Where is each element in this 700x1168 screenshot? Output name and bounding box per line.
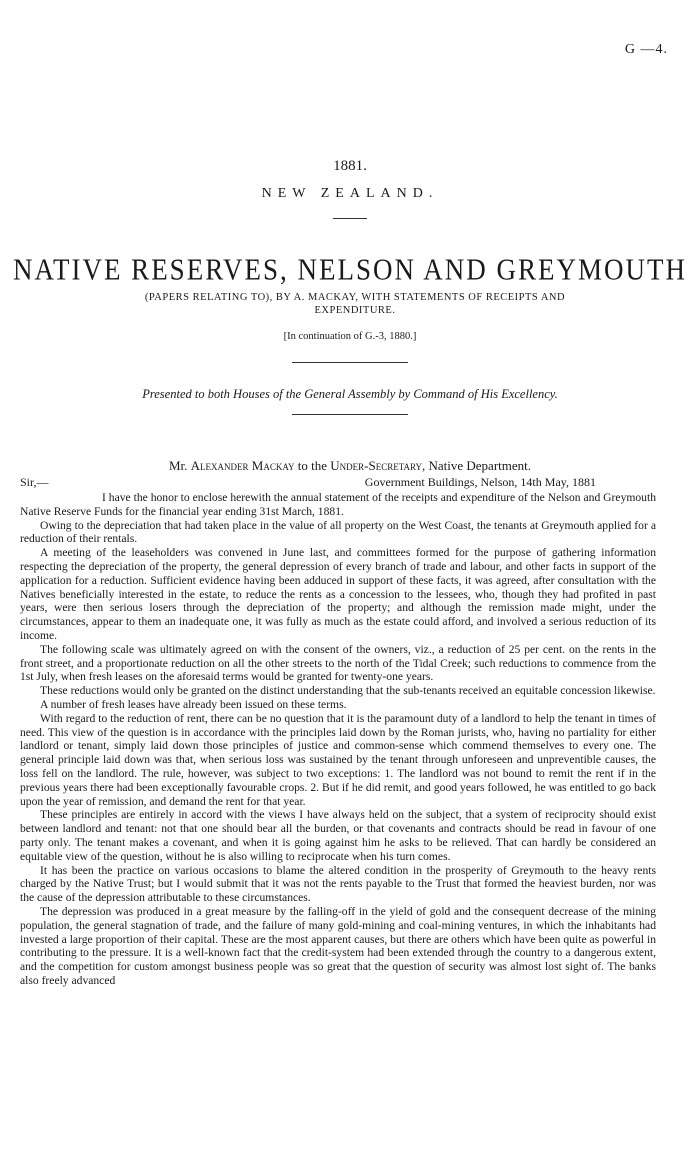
short-divider [333,218,367,219]
paragraph: Owing to the depreciation that had taken place in the value of all property on the West Coast, the tenants at Greymouth applied for a reduction of their rentals. [20,518,656,546]
presented-line: Presented to both Houses of the General Assembly by Command of His Excellency. [142,387,558,401]
continuation-note: [In continuation of G.-3, 1880.] [283,331,417,342]
paragraph: The following scale was ultimately agreed on with the consent of the owners, viz., a reduction of 25 per cent. on the rents in the front street, and a proportionate reduction on all the other streets to the north of the Tidal Creek; such reductions to commence from the 1st July, when fresh leases on the aforesaid terms would be granted for twenty-one years. [20,642,656,684]
paragraph: A number of fresh leases have already been issued on these terms. [40,697,347,711]
letter-recipient: Under-Secretary [330,458,422,473]
paragraph: With regard to the reduction of rent, there can be no question that it is the paramount duty of a landlord to help the tenant in times of need. This view of the question is in accordance with the principles laid down by the Roman jurists, who, having no partiality for either landlord or tenant, simply laid down those principles of justice and common-sense which commend themselves to every one. The general principle laid down was that, when serious loss was sustained by the tenant through unforeseen and unpreventible causes, the loss fell on the landlord. The rule, however, was subject to two exceptions: 1. The landlord was not bound to remit the rent if in the previous years there had been exceptionally favourable crops. 2. But if he did remit, and good years followed, he was entitled to go back upon the year of remission, and demand the rent for that year. [20,711,656,808]
page-number: G —4. [624,42,668,57]
document-title: NATIVE RESERVES, NELSON AND GREYMOUTH [12,251,688,287]
divider-bottom [292,414,408,415]
paragraph: It has been the practice on various occasions to blame the altered condition in the prosperity of Greymouth to the heavy rents charged by the Native Trust; but I would submit that it was not the rents payable to the Trust that formed the heaviest burden, nor was the cause of the depression attributable to these circumstances. [20,863,656,905]
paragraph: I have the honor to enclose herewith the annual statement of the receipts and expenditure of the Nelson and Greymouth Native Reserve Funds for the financial year ending 31st March, 1881. [20,491,656,518]
letter-body [20,491,656,988]
letter-heading [0,458,700,474]
letter-salutation: Sir,— [20,475,49,489]
letter-address: Government Buildings, Nelson, 14th May, 1881 [364,475,596,489]
document-subtitle: (PAPERS RELATING TO), BY A. MACKAY, WITH STATEMENTS OF RECEIPTS AND EXPENDITURE. [144,292,566,316]
heading-suffix: , Native Department. [422,458,532,473]
heading-middle: to the [294,458,331,473]
year-heading: 1881. [333,158,367,174]
heading-prefix: Mr. [168,458,191,473]
country-heading: NEW ZEALAND. [261,186,439,201]
paragraph: These reductions would only be granted on the distinct understanding that the sub-tenants received an equitable concession likewise. [40,684,656,698]
paragraph: The depression was produced in a great measure by the falling-off in the yield of gold and the consequent decrease of the mining population, the general stagnation of trade, and the failure of many gold-mining and coal-mining ventures, in which the inhabitants had invested a large proportion of their capital. These are the most apparent causes, but there are others which have been quite as powerful in contributing to the pressure. It is a well-known fact that the credit-system had been extended through the country to a dangerous extent, and the competition for custom amongst business people was so great that the question of security was almost lost sight of. The banks also freely advanced [20,904,656,987]
paragraph: A meeting of the leaseholders was convened in June last, and committees formed for the purpose of gathering information respecting the depreciation of the property, the general depression of every branch of trade and labour, and other facts in support of the application for a reduction. Sufficient evidence having been adduced in support of these facts, it was agreed, after consultation with the Natives beneficially interested in the estate, to reduce the rents as a concession to the lessees, who, though they had profited in past years, were then serious losers through the depreciation of the property; and although the remission made might, under the circumstances, appear to them an inadequate one, it was fully as much as the estate could afford, and involved a serious reduction of its income. [20,546,656,642]
paragraph: These principles are entirely in accord with the views I have always held on the subject, that a system of reciprocity should exist between landlord and tenant: not that one should bear all the burden, or that covenants and contracts should be read in favour of one party only. The tenant makes a covenant, and when it is going against him he asks to be relieved. That can hardly be considered an equitable view of the question, without he is also willing to reciprocate when his turn comes. [20,808,656,863]
letter-sender: Alexander Mackay [190,458,295,473]
divider-top [292,362,408,363]
